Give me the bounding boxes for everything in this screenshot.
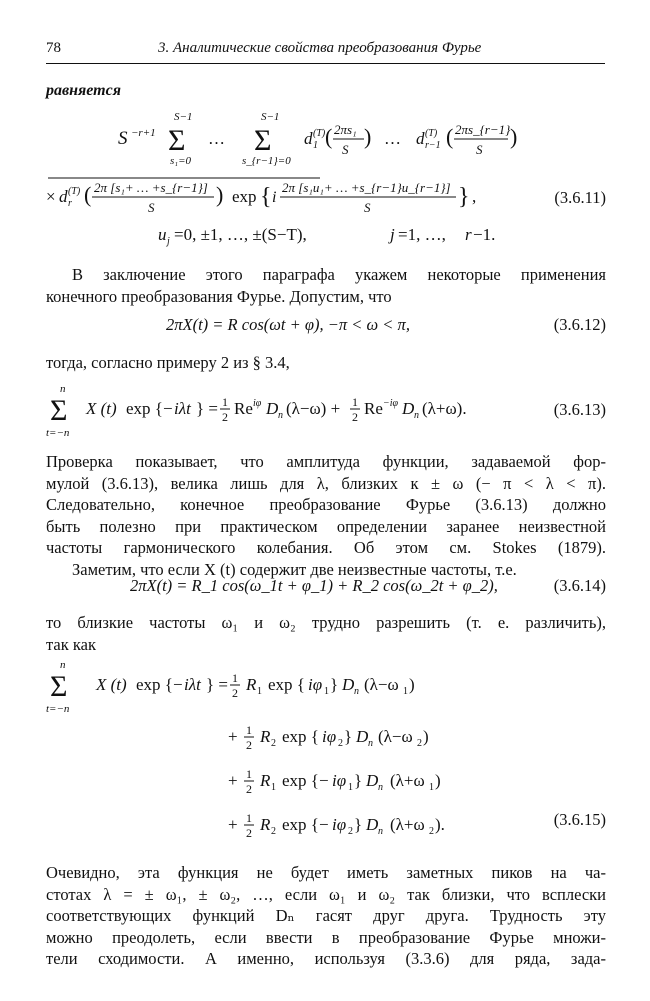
- text-line: мулой (3.6.13), велика лишь для λ, близких к ± ω (− π < λ < π).: [46, 473, 606, 493]
- equation-number-3-6-14: (3.6.14): [553, 576, 606, 595]
- paragraph-intro-applications: [46, 264, 606, 307]
- svg-text:2: 2: [338, 738, 343, 749]
- svg-text:−r+1: −r+1: [131, 127, 156, 139]
- text-line: быть полезно при практическом определении заранее неизвестной: [46, 516, 606, 536]
- svg-text:X (t): X (t): [86, 399, 117, 418]
- equation-number-3-6-11: (3.6.11): [554, 188, 606, 207]
- svg-text:S: S: [342, 142, 349, 157]
- svg-text:}: }: [330, 675, 339, 694]
- text-line: Проверка показывает, что амплитуда функции, задаваемой фор-: [46, 452, 606, 471]
- svg-text:(λ−ω: (λ−ω: [378, 727, 413, 746]
- equation-3-6-13-render: [46, 382, 566, 440]
- text-line: частоты гармонического колебания. Об этом см. Stokes (1879).: [46, 538, 606, 557]
- svg-text:1: 1: [246, 811, 252, 825]
- svg-text:1: 1: [257, 686, 262, 697]
- svg-text:D: D: [366, 815, 379, 834]
- svg-text:r: r: [465, 225, 472, 244]
- text-line: соответствующих функций Dₙ гасят друг друга. Трудность эту: [46, 906, 606, 925]
- svg-text:iλt: iλt: [174, 399, 191, 418]
- svg-text:t=−n: t=−n: [46, 427, 70, 439]
- svg-text:(: (: [446, 124, 454, 149]
- svg-text:D: D: [356, 727, 369, 746]
- equation-3-6-12: 2πX(t) = R cos(ωt + φ), −π < ω < π,: [166, 315, 410, 334]
- svg-text:S−1: S−1: [174, 111, 193, 123]
- svg-text:n: n: [354, 686, 359, 697]
- svg-text:2: 2: [429, 826, 434, 837]
- svg-text:1: 1: [271, 782, 276, 793]
- svg-text:s₁=0: s₁=0: [170, 155, 192, 167]
- svg-text:R: R: [246, 675, 257, 694]
- text-line: В заключение этого параграфа укажем некоторые применения: [72, 265, 606, 284]
- svg-text:2: 2: [246, 782, 252, 796]
- svg-text:exp {−: exp {−: [126, 399, 173, 418]
- equation-3-6-15-line4-render: [228, 806, 498, 842]
- svg-text:u: u: [158, 225, 167, 244]
- text-line: тогда, согласно примеру 2 из § 3.4,: [46, 353, 290, 372]
- equation-number-3-6-13: (3.6.13): [553, 400, 606, 419]
- svg-text:): ): [364, 124, 372, 149]
- svg-text:2: 2: [232, 686, 238, 700]
- svg-text:j: j: [167, 236, 170, 247]
- svg-text:1: 1: [352, 395, 358, 409]
- svg-text:(T): (T): [68, 186, 81, 197]
- svg-text:…: …: [384, 129, 401, 148]
- equation-3-6-15-line3-render: [228, 762, 498, 798]
- paragraph-then: [46, 352, 606, 374]
- svg-text:D: D: [366, 771, 379, 790]
- svg-text:D: D: [402, 399, 415, 418]
- text-line: то близкие частоты ω₁ и ω₂ трудно разрешить (т. е. различить),: [46, 613, 606, 632]
- svg-text:D: D: [342, 675, 355, 694]
- svg-text:d: d: [304, 129, 313, 148]
- header-rule: [46, 63, 605, 64]
- svg-text:}: }: [354, 815, 363, 834]
- svg-text:(λ−ω: (λ−ω: [364, 675, 399, 694]
- svg-text:n: n: [414, 410, 419, 421]
- svg-text:2πs₁: 2πs₁: [334, 122, 357, 137]
- svg-text:): ): [409, 675, 415, 694]
- svg-text:iφ: iφ: [308, 675, 323, 694]
- svg-text:×: ×: [46, 187, 56, 206]
- svg-text:+: +: [228, 727, 238, 746]
- svg-text:}: }: [344, 727, 353, 746]
- svg-text:1: 1: [222, 395, 228, 409]
- svg-text:Σ: Σ: [254, 124, 272, 157]
- text-line: можно преодолеть, если ввести в преобразование Фурье множи-: [46, 927, 606, 947]
- svg-text:R: R: [260, 771, 271, 790]
- svg-text:exp {−: exp {−: [282, 771, 329, 790]
- svg-text:−1.: −1.: [473, 225, 496, 244]
- text-line: тели сходимости. А именно, используя (3.3.6) для ряда, зада-: [46, 949, 606, 968]
- text-line: Следовательно, конечное преобразование Фурье (3.6.13) должно: [46, 495, 606, 514]
- svg-text:).: ).: [435, 815, 445, 834]
- svg-text:−iφ: −iφ: [383, 398, 399, 409]
- svg-text:iλt: iλt: [184, 675, 201, 694]
- running-head: 3. Аналитические свойства преобразования Фурье: [158, 40, 482, 56]
- svg-text:Re: Re: [234, 399, 253, 418]
- svg-text:exp {−: exp {−: [136, 675, 183, 694]
- page-number: 78: [46, 40, 61, 56]
- page-header: [46, 40, 605, 64]
- svg-text:S: S: [118, 128, 128, 149]
- svg-text:=1, …,: =1, …,: [398, 225, 446, 244]
- svg-text:+: +: [228, 771, 238, 790]
- svg-text:(: (: [325, 124, 333, 149]
- svg-text:j: j: [390, 225, 395, 244]
- svg-text:(λ+ω: (λ+ω: [390, 815, 425, 834]
- svg-text:Σ: Σ: [50, 394, 68, 427]
- svg-text:S: S: [148, 200, 155, 215]
- svg-text:exp {: exp {: [268, 675, 305, 694]
- svg-text:(T): (T): [313, 128, 326, 139]
- svg-text:n: n: [368, 738, 373, 749]
- svg-text:(: (: [84, 182, 92, 207]
- svg-text:(λ+ω).: (λ+ω).: [422, 399, 467, 418]
- svg-text:iφ: iφ: [253, 398, 262, 409]
- equation-3-6-15-line2-render: [228, 718, 488, 754]
- equation-3-6-11-line2-render: [46, 170, 526, 222]
- svg-text:R: R: [260, 815, 271, 834]
- svg-text:1: 1: [246, 723, 252, 737]
- equation-number-3-6-12: (3.6.12): [553, 315, 606, 334]
- svg-text:r: r: [68, 198, 72, 209]
- svg-text:): ): [510, 124, 518, 149]
- svg-text:1: 1: [348, 782, 353, 793]
- svg-text:Re: Re: [364, 399, 383, 418]
- svg-text:i: i: [272, 189, 277, 206]
- svg-text:2: 2: [271, 738, 276, 749]
- svg-text:exp {: exp {: [282, 727, 319, 746]
- text-line: так как: [46, 634, 96, 654]
- svg-text:,: ,: [472, 187, 477, 206]
- svg-text:): ): [435, 771, 441, 790]
- svg-text:): ): [216, 182, 224, 207]
- svg-text:2: 2: [246, 738, 252, 752]
- paragraph-conclusion: [46, 862, 606, 970]
- svg-text:1: 1: [324, 686, 329, 697]
- svg-text:}: }: [354, 771, 363, 790]
- svg-text:(T): (T): [425, 128, 438, 139]
- svg-text:s_{r−1}=0: s_{r−1}=0: [242, 155, 291, 167]
- svg-text:iφ: iφ: [322, 727, 337, 746]
- svg-text:1: 1: [232, 671, 238, 685]
- svg-text:d: d: [416, 129, 425, 148]
- svg-text:n: n: [378, 826, 383, 837]
- paragraph-close-frequencies: [46, 612, 606, 655]
- svg-text:): ): [423, 727, 429, 746]
- svg-text:}: }: [458, 184, 470, 210]
- equation-3-6-15-line1-render: [46, 658, 506, 716]
- svg-text:2: 2: [271, 826, 276, 837]
- svg-text:2: 2: [246, 826, 252, 840]
- svg-text:r−1: r−1: [425, 140, 441, 151]
- paragraph-verification: [46, 451, 606, 580]
- svg-text:2: 2: [222, 410, 228, 424]
- svg-text:iφ: iφ: [332, 771, 347, 790]
- equation-3-6-14: 2πX(t) = R_1 cos(ω_1t + φ_1) + R_2 cos(ω_2t + φ_2),: [130, 576, 498, 595]
- svg-text:} =: } =: [206, 675, 228, 694]
- svg-text:1: 1: [313, 140, 318, 151]
- svg-text:Σ: Σ: [50, 670, 68, 703]
- text-line: стотах λ = ± ω₁, ± ω₂, …, если ω₁ и ω₂ так близки, что всплески: [46, 884, 606, 904]
- svg-text:2πs_{r−1}: 2πs_{r−1}: [455, 122, 511, 137]
- svg-text:2π [s₁+ … +s_{r−1}]: 2π [s₁+ … +s_{r−1}]: [94, 180, 208, 195]
- svg-text:d: d: [59, 187, 68, 206]
- svg-text:n: n: [60, 659, 66, 671]
- svg-text:X (t): X (t): [96, 675, 127, 694]
- svg-text:n: n: [60, 383, 66, 395]
- svg-text:1: 1: [429, 782, 434, 793]
- text-line: Очевидно, эта функция не будет иметь заметных пиков на ча-: [46, 863, 606, 882]
- svg-text:iφ: iφ: [332, 815, 347, 834]
- lead-word: равняется: [46, 82, 121, 99]
- svg-text:2: 2: [417, 738, 422, 749]
- svg-text:+: +: [228, 815, 238, 834]
- svg-text:…: …: [208, 129, 225, 148]
- svg-text:1: 1: [403, 686, 408, 697]
- equation-3-6-11-line1-render: [118, 106, 548, 168]
- svg-text:Σ: Σ: [168, 124, 186, 157]
- svg-text:} =: } =: [196, 399, 218, 418]
- svg-text:2: 2: [352, 410, 358, 424]
- svg-text:2π [s₁u₁+ … +s_{r−1}u_{r−1}]: 2π [s₁u₁+ … +s_{r−1}u_{r−1}]: [282, 180, 451, 195]
- svg-text:exp {−: exp {−: [282, 815, 329, 834]
- svg-text:S−1: S−1: [261, 111, 280, 123]
- svg-text:1: 1: [246, 767, 252, 781]
- text-line: Заметим, что если X (t) содержит две неизвестные частоты, т.е.: [72, 559, 517, 579]
- svg-text:n: n: [278, 410, 283, 421]
- svg-text:S: S: [476, 142, 483, 157]
- svg-text:(λ−ω) +: (λ−ω) +: [286, 399, 341, 418]
- svg-text:R: R: [260, 727, 271, 746]
- svg-text:=0, ±1, …, ±(S−T),: =0, ±1, …, ±(S−T),: [174, 225, 307, 244]
- svg-text:(λ+ω: (λ+ω: [390, 771, 425, 790]
- svg-text:t=−n: t=−n: [46, 703, 70, 715]
- svg-text:D: D: [266, 399, 279, 418]
- equation-3-6-11-line3-render: [158, 220, 538, 248]
- svg-text:2: 2: [348, 826, 353, 837]
- svg-text:exp: exp: [232, 187, 257, 206]
- svg-text:S: S: [364, 200, 371, 215]
- text-line: конечного преобразования Фурье. Допустим, что: [46, 286, 392, 306]
- equation-number-3-6-15: (3.6.15): [553, 810, 606, 829]
- svg-text:n: n: [378, 782, 383, 793]
- svg-text:{: {: [260, 184, 272, 210]
